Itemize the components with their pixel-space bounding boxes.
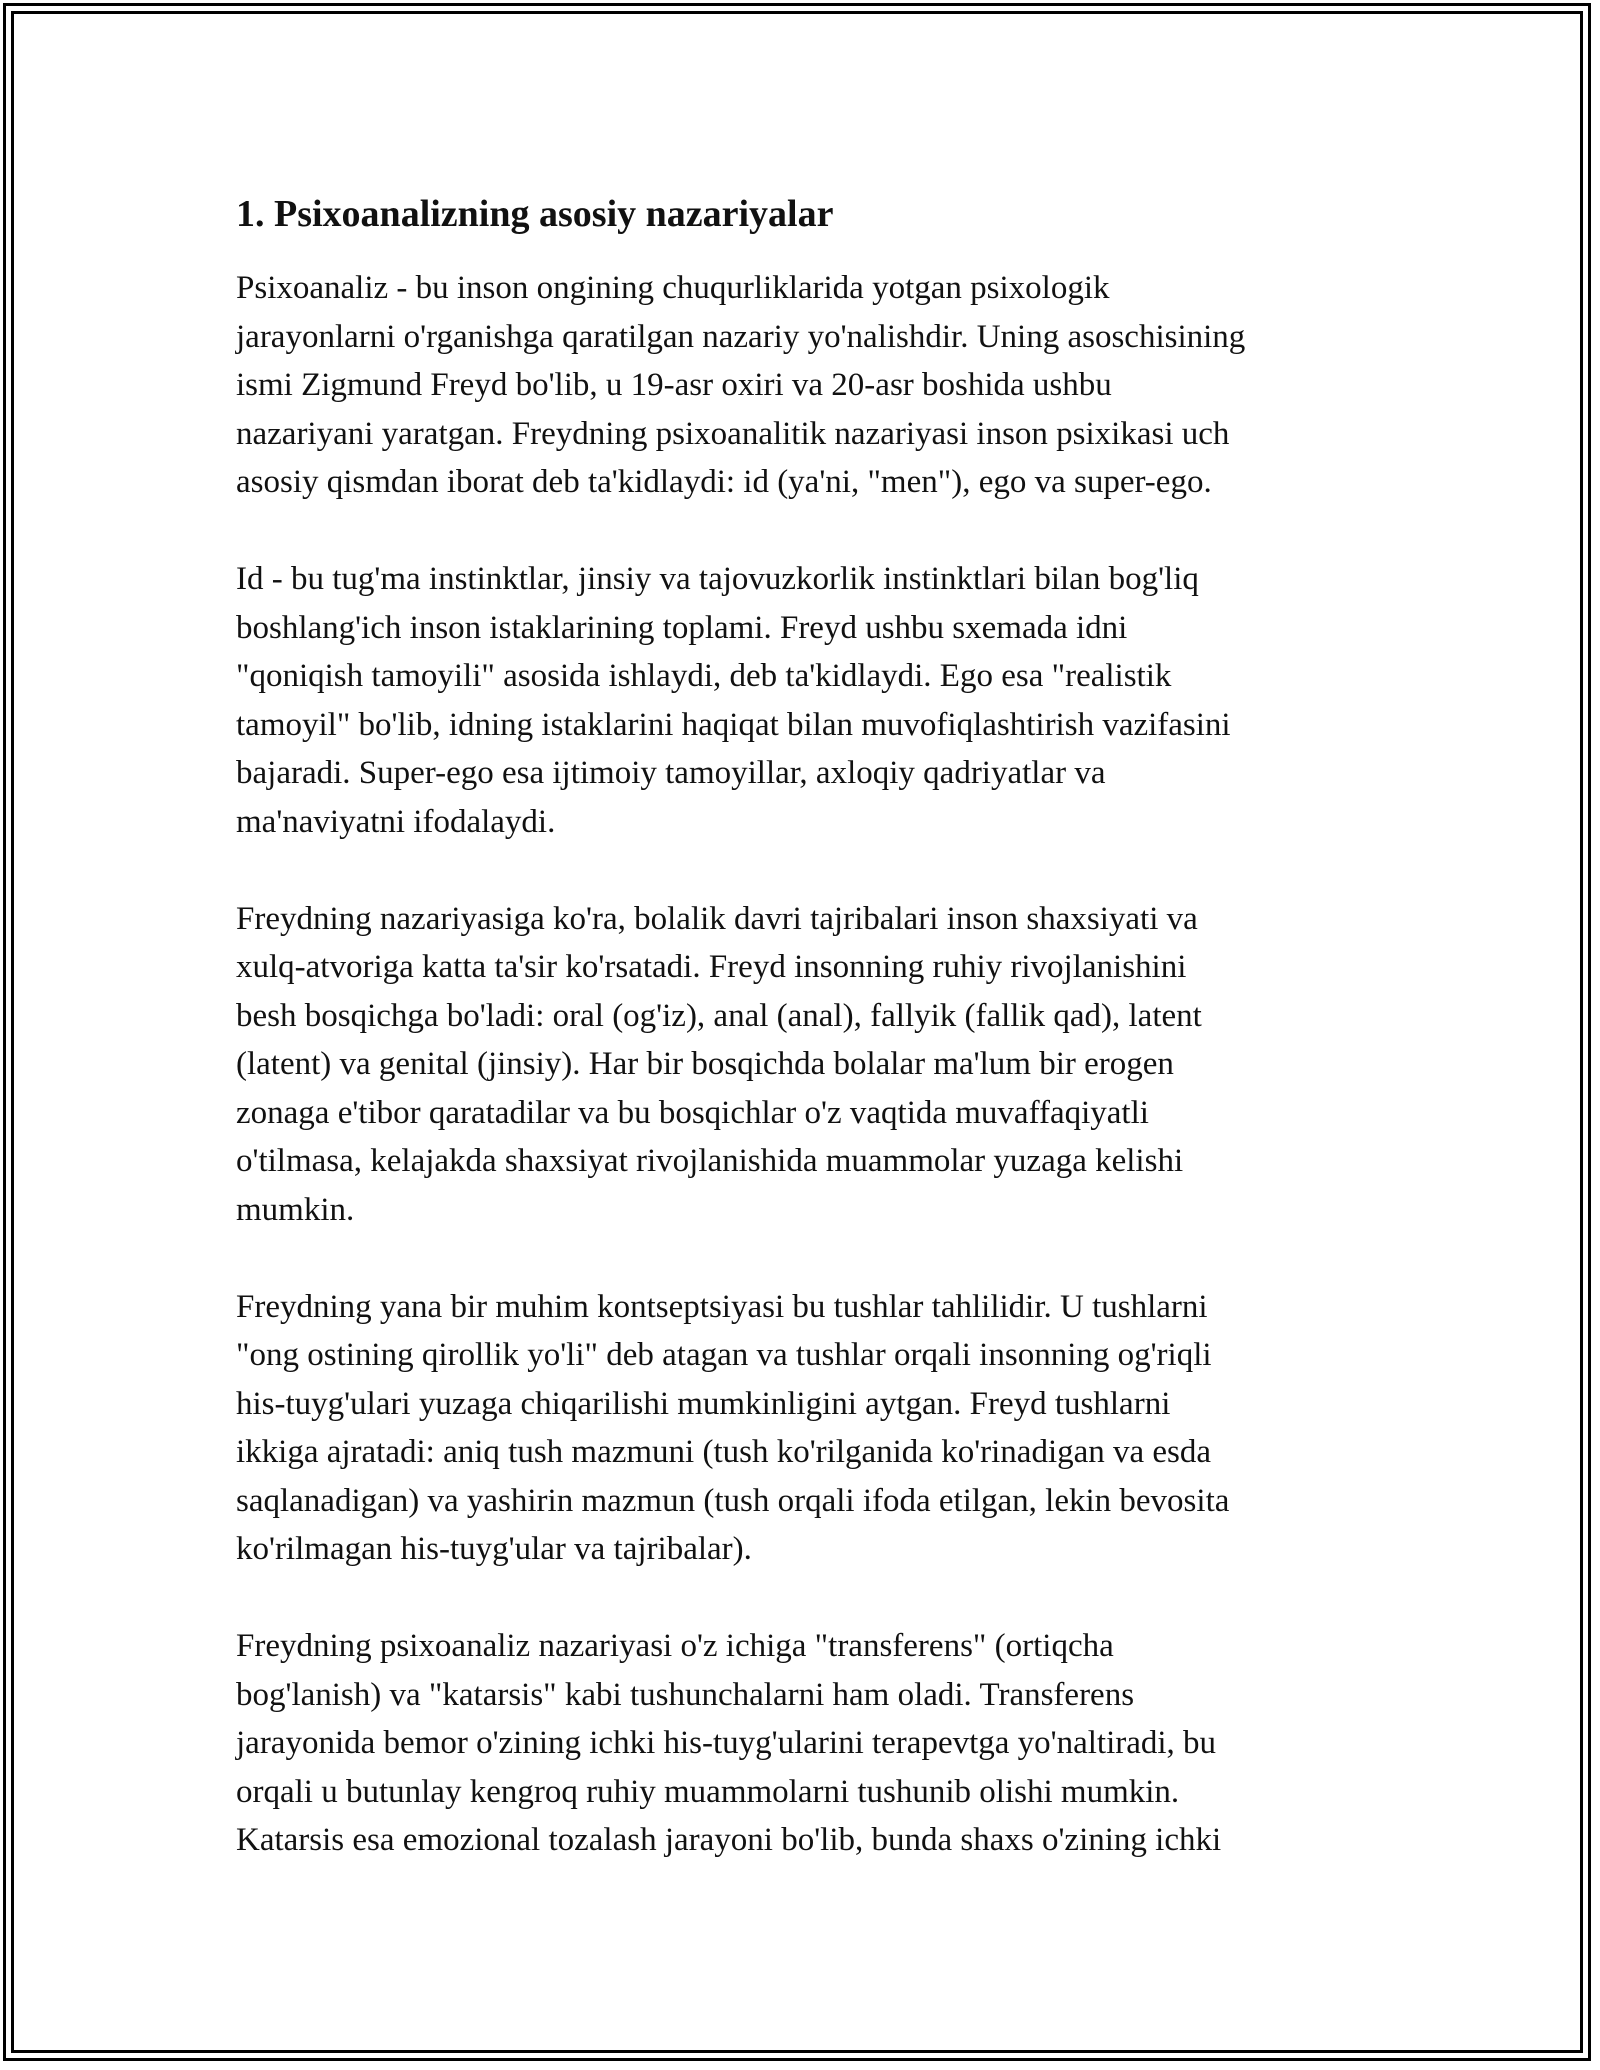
- paragraph-development-stages: Freydning nazariyasiga ko'ra, bolalik davri tajribalari inson shaxsiyati va xulq-atvoriga katta ta'sir ko'rsatadi. Freyd insonning ruhiy rivojlanishini besh bosqichga bo'ladi: oral (og'iz), anal (anal), fallyik (fallik qad), latent (latent) va genital (jinsiy). Har bir bosqichda bolalar ma'lum bir erogen zonaga e'tibor qaratadilar va bu bosqichlar o'z vaqtida muvaffaqiyatli o'tilmasa, kelajakda shaxsiyat rivojlanishida muammolar yuzaga kelishi mumkin.: [236, 900, 1202, 1228]
- paragraph-transference-catharsis: Freydning psixoanaliz nazariyasi o'z ichiga "transferens" (ortiqcha bog'lanish) va "katarsis" kabi tushunchalarni ham oladi. Transferens jarayonida bemor o'zining ichki his-tuyg'ularini terapevtga yo'naltiradi, bu orqali u butunlay kengroq ruhiy muammolarni tushunib olishi mumkin. Katarsis esa emozional tozalash jarayoni bo'lib, bunda shaxs o'zining ichki: [236, 1628, 1222, 1858]
- paragraph-intro: Psixoanaliz - bu inson ongining chuqurliklarida yotgan psixologik jarayonlarni o'rganishga qaratilgan nazariy yo'nalishdir. Uning asoschisining ismi Zigmund Freyd bo'lib, u 19-asr oxiri va 20-asr boshida ushbu nazariyani yaratgan. Freydning psixoanalitik nazariyasi inson psixikasi uch asosiy qismdan iborat deb ta'kidlaydi: id (ya'ni, "men"), ego va super-ego.: [236, 270, 1246, 500]
- document-body: [236, 190, 1376, 1913]
- section-heading: 1. Psixoanalizning asosiy nazariyalar: [236, 193, 834, 235]
- paragraph-id-ego-superego: Id - bu tug'ma instinktlar, jinsiy va tajovuzkorlik instinktlari bilan bog'liq boshlang'ich inson istaklarining toplami. Freyd ushbu sxemada idni "qoniqish tamoyili" asosida ishlaydi, deb ta'kidlaydi. Ego esa "realistik tamoyil" bo'lib, idning istaklarini haqiqat bilan muvofiqlashtirish vazifasini bajaradi. Super-ego esa ijtimoiy tamoyillar, axloqiy qadriyatlar va ma'naviyatni ifodalaydi.: [236, 561, 1231, 840]
- paragraph-dream-analysis: Freydning yana bir muhim kontseptsiyasi bu tushlar tahlilidir. U tushlarni "ong ostining qirollik yo'li" deb atagan va tushlar orqali insonning og'riqli his-tuyg'ulari yuzaga chiqarilishi mumkinligini aytgan. Freyd tushlarni ikkiga ajratadi: aniq tush mazmuni (tush ko'rilganida ko'rinadigan va esda saqlanadigan) va yashirin mazmun (tush orqali ifoda etilgan, lekin bevosita ko'rilmagan his-tuyg'ular va tajribalar).: [236, 1288, 1230, 1567]
